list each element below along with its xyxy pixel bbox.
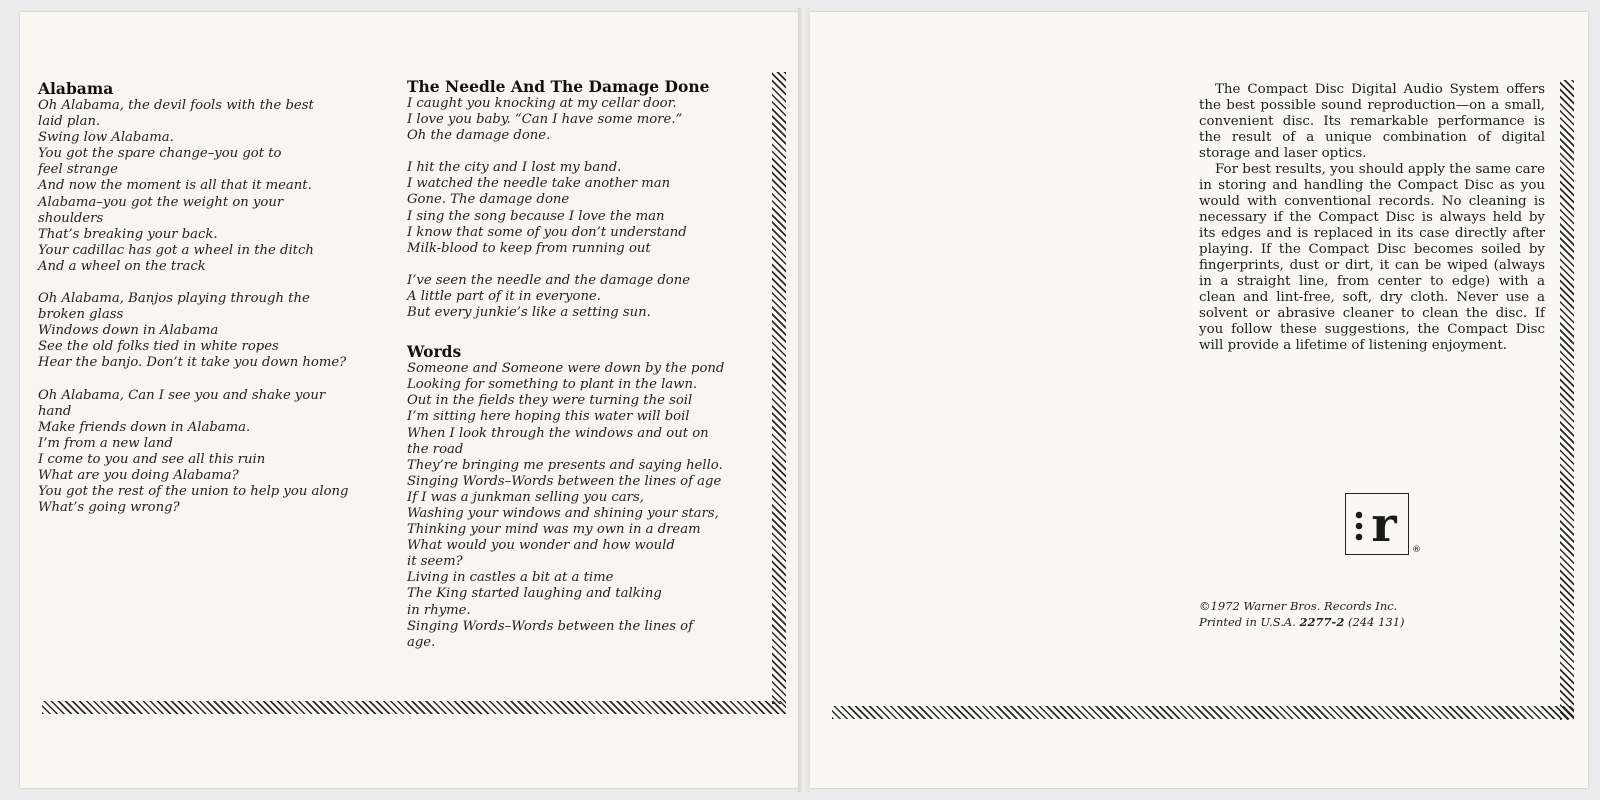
lyric-line: in rhyme. <box>407 602 471 618</box>
lyric-line: Oh Alabama, the devil fools with the best <box>38 98 314 113</box>
lyric-line: I’m sitting here hoping this water will boil <box>407 409 690 425</box>
lyric-line: A little part of it in everyone. <box>407 288 601 304</box>
lyric-line: Milk-blood to keep from running out <box>407 240 651 256</box>
lyric-line: shoulders <box>38 210 104 226</box>
lyric-line: I caught you knocking at my cellar door. <box>407 96 677 111</box>
stanza-break <box>38 275 388 291</box>
stanza-break <box>407 144 767 160</box>
song-title-words: Words <box>407 342 462 362</box>
lyric-line: Alabama–you got the weight on your <box>38 194 284 210</box>
right-page-hatch-border-bottom <box>832 706 1574 719</box>
lyric-line: laid plan. <box>38 114 101 130</box>
lyric-line: You got the spare change–you got to <box>38 146 282 162</box>
left-page-hatch-border-bottom <box>42 701 786 714</box>
lyric-line: When I look through the windows and out on <box>407 425 709 441</box>
lyric-line: But every junkie’s like a setting sun. <box>407 305 651 321</box>
lyric-line: Someone and Someone were down by the pond <box>407 361 725 377</box>
lyric-line: I love you baby. “Can I have some more.” <box>407 112 683 128</box>
lyric-line: hand <box>38 403 72 419</box>
registered-mark: ® <box>1412 545 1421 555</box>
lyric-line: Singing Words–Words between the lines of <box>407 618 693 634</box>
notice-paragraph-2: For best results, you should apply the same care in storing and handling the Compact Disc as you would with conventional records. No cleaning is necessary if the Compact Disc is always held by its edges and is replaced in its case directly after playing. If the Compact Disc becomes soiled by fingerprints, dust or dirt, it can be wiped (always in a straight line, from center to edge) with a clean and lint-free, soft, dry cloth. Never use a solvent or abrasive cleaner to clean the disc. If you follow these suggestions, the Compact Disc will provide a lifetime of listening enjoyment. <box>1199 162 1545 353</box>
reprise-logo-glyph-icon <box>1346 494 1407 553</box>
lyric-line: I know that some of you don’t understand <box>407 224 687 240</box>
notice-paragraph-1: The Compact Disc Digital Audio System offers the best possible sound reproduction—on a small, convenient disc. Its remarkable performance is the result of a unique combination of digital storage and laser optics. <box>1199 82 1545 161</box>
catalog-number: 2277-2 <box>1299 615 1345 629</box>
logo-letter: r <box>1371 497 1397 553</box>
stanza-break <box>38 372 388 388</box>
lyric-line: I watched the needle take another man <box>407 176 671 192</box>
left-page-hatch-border-right <box>772 72 786 704</box>
lyric-line: Looking for something to plant in the lawn. <box>407 377 698 393</box>
printed-in: Printed in U.S.A. <box>1199 615 1296 629</box>
copyright-line: ©1972 Warner Bros. Records Inc. <box>1199 599 1398 613</box>
lyrics-alabama <box>38 98 388 516</box>
lyric-line: Make friends down in Alabama. <box>38 419 251 435</box>
lyric-line: the road <box>407 441 464 457</box>
lyrics-needle <box>407 96 767 321</box>
lyric-line: broken glass <box>38 307 124 323</box>
lyric-line: I hit the city and I lost my band. <box>407 160 622 176</box>
lyric-line: If I was a junkman selling you cars, <box>407 489 644 505</box>
lyric-line: I’ve seen the needle and the damage done <box>407 272 691 288</box>
lyric-line: Swing low Alabama. <box>38 130 174 146</box>
lyric-line: Oh the damage done. <box>407 128 551 144</box>
lyric-line: it seem? <box>407 554 463 570</box>
stanza-break <box>407 257 767 273</box>
lyric-line: And a wheel on the track <box>38 258 206 274</box>
lyric-line: Living in castles a bit at a time <box>407 570 614 586</box>
song-title-alabama: Alabama <box>38 79 114 98</box>
lyric-line: Oh Alabama, Can I see you and shake your <box>38 387 326 403</box>
lyric-line: Hear the banjo. Don’t it take you down home? <box>38 355 347 371</box>
lyric-line: feel strange <box>38 162 118 178</box>
lyric-line: I sing the song because I love the man <box>407 208 665 224</box>
lyric-line: Singing Words–Words between the lines of age <box>407 473 722 489</box>
lyric-line: age. <box>407 634 436 650</box>
lyric-line: What’s going wrong? <box>38 500 180 516</box>
lyrics-column-alabama <box>38 80 388 516</box>
reprise-logo-icon <box>1345 493 1409 555</box>
lyric-line: What are you doing Alabama? <box>38 467 239 483</box>
lyric-line: The King started laughing and talking <box>407 586 662 602</box>
right-page-hatch-border-right <box>1560 80 1574 720</box>
song-title-needle: The Needle And The Damage Done <box>407 77 710 96</box>
lyric-line: They’re bringing me presents and saying hello. <box>407 457 723 473</box>
booklet-spine <box>798 8 810 792</box>
lyric-line: I’m from a new land <box>38 435 173 451</box>
lyrics-column-needle-words <box>407 78 767 651</box>
lyric-line: And now the moment is all that it meant. <box>38 178 312 194</box>
lyric-line: Thinking your mind was my own in a dream <box>407 522 701 538</box>
catalog-sub-number: (244 131) <box>1348 615 1405 629</box>
lyric-line: Gone. The damage done <box>407 192 570 208</box>
lyric-line: Your cadillac has got a wheel in the ditch <box>38 242 314 258</box>
lyric-line: I come to you and see all this ruin <box>38 451 266 467</box>
compact-disc-notice <box>1199 82 1545 354</box>
lyric-line: That’s breaking your back. <box>38 226 218 242</box>
lyric-line: Out in the fields they were turning the soil <box>407 393 693 409</box>
lyric-line: See the old folks tied in white ropes <box>38 339 279 355</box>
lyric-line: What would you wonder and how would <box>407 538 675 554</box>
lyric-line: Oh Alabama, Banjos playing through the <box>38 291 310 307</box>
lyric-line: Washing your windows and shining your stars, <box>407 505 719 521</box>
lyrics-words <box>407 361 767 651</box>
lyric-line: You got the rest of the union to help you along <box>38 484 349 500</box>
printed-line <box>1199 614 1405 630</box>
lyric-line: Windows down in Alabama <box>38 323 219 339</box>
credits <box>1199 598 1405 630</box>
